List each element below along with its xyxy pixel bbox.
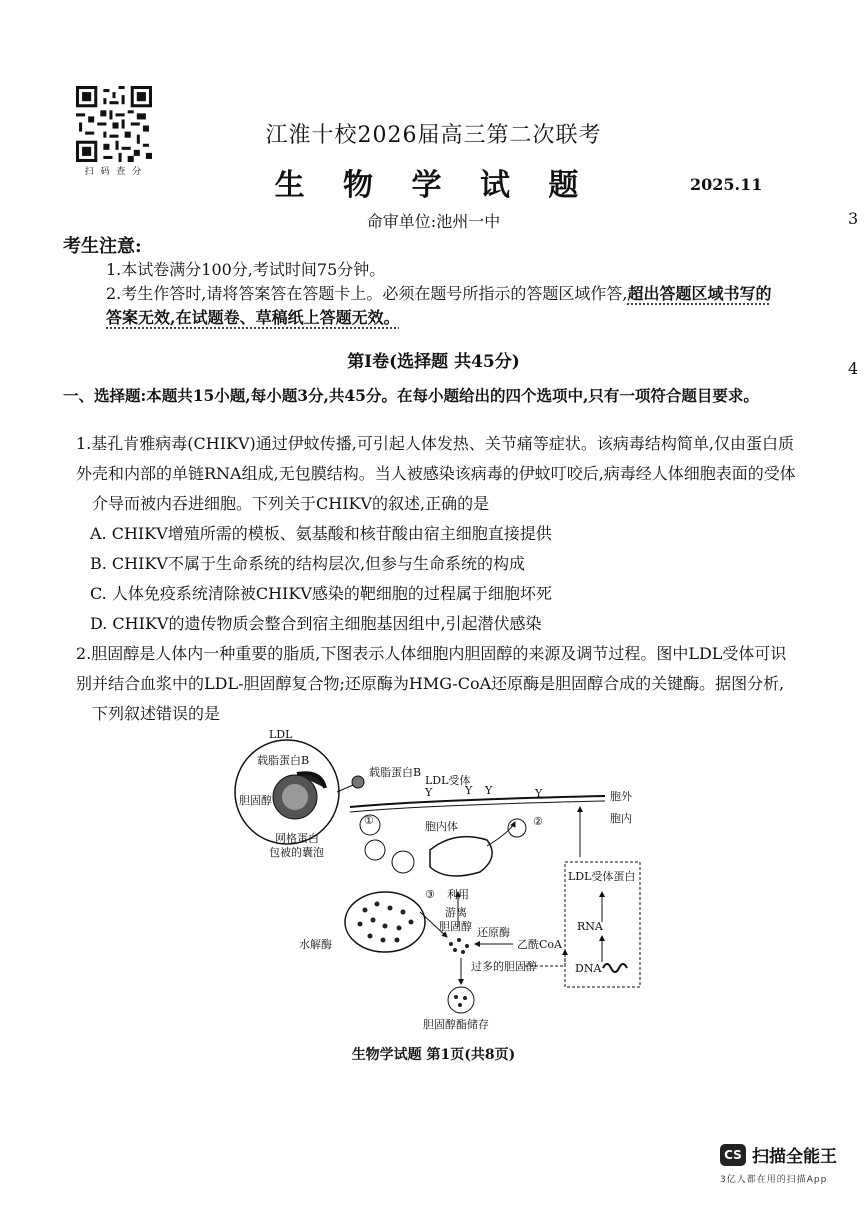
- label-apob-inner: 载脂蛋白B: [257, 754, 310, 767]
- qr-caption: 扫 码 查 分: [84, 167, 144, 177]
- svg-text:Y: Y: [465, 784, 473, 797]
- option-a: A. CHIKV增殖所需的模板、氨基酸和核苷酸由宿主细胞直接提供: [90, 524, 552, 543]
- label-acetyl-coa: 乙酰CoA: [517, 938, 562, 951]
- exam-date: 2025.11: [690, 175, 763, 194]
- label-use: 利用: [447, 888, 469, 901]
- label-clathrin-1: 网格蛋白: [275, 832, 319, 845]
- notice-item: [106, 282, 796, 330]
- step-1: ①: [364, 814, 374, 827]
- notice-item: 1.本试卷满分100分,考试时间75分钟。: [106, 260, 386, 279]
- question-text: 下列叙述错误的是: [92, 704, 221, 723]
- margin-number: 4: [848, 359, 859, 378]
- label-free-1: 游离: [445, 906, 467, 919]
- page-footer: 生物学试题 第1页(共8页): [351, 1047, 516, 1063]
- label-outside: 胞外: [610, 790, 632, 803]
- section-instructions: 一、选择题:本题共15小题,每小题3分,共45分。在每小题给出的四个选项中,只有一项符合题目要求。: [63, 386, 759, 405]
- label-inside: 胞内: [610, 812, 632, 825]
- label-hydrolase: 水解酶: [299, 938, 332, 951]
- label-reductase: 还原酶: [477, 926, 510, 939]
- question-text: 并结合血浆中的LDL-胆固醇复合物;还原酶为HMG-CoA还原酶是胆固醇合成的关键酶。据图分析,: [92, 674, 785, 693]
- label-apob-outer: 载脂蛋白B: [369, 766, 422, 779]
- label-endosome: 胞内体: [425, 820, 458, 833]
- watermark-name: 扫描全能王: [752, 1147, 837, 1167]
- label-dna: DNA: [575, 962, 602, 975]
- svg-text:Y: Y: [535, 787, 543, 800]
- step-3: ③: [425, 888, 435, 901]
- question-text: 1.基孔肯雅病毒(CHIKV)通过伊蚊传播,可引起人体发热、关节痛等症状。该病毒结构简单,仅由蛋白质外: [76, 434, 794, 483]
- label-ldl-receptor: LDL受体: [425, 774, 471, 787]
- notice-emphasis: 超出答题区域书写的: [627, 284, 772, 303]
- margin-number: 3: [848, 209, 859, 228]
- label-receptor-protein: LDL受体蛋白: [568, 870, 636, 883]
- cs-logo-icon: CS: [720, 1144, 746, 1166]
- question-text: 壳和内部的单链RNA组成,无包膜结构。当人被感染该病毒的伊蚊叮咬后,病毒经人体细胞表面的受体: [92, 464, 796, 483]
- author-unit: 命审单位:池州一中: [366, 212, 501, 231]
- watermark-subtitle: 3亿人都在用的扫描App: [720, 1175, 828, 1185]
- subject-title: 生 物 学 试 题: [274, 168, 593, 203]
- label-cholesterol-inner: 胆固醇: [239, 794, 272, 807]
- option-c: C. 人体免疫系统清除被CHIKV感染的靶细胞的过程属于细胞坏死: [90, 584, 552, 603]
- notice-emphasis: 答案无效,在试题卷、草稿纸上答题无效。: [106, 308, 400, 327]
- label-ldl: LDL: [269, 728, 293, 741]
- cholesterol-diagram: [225, 722, 645, 1037]
- exam-title: 江淮十校2026届高三第二次联考: [265, 123, 602, 148]
- question-text: 2.胆固醇是人体内一种重要的脂质,下图表示人体细胞内胆固醇的来源及调节过程。图中LDL受体可识别: [76, 644, 787, 693]
- scanner-watermark: [720, 1142, 837, 1167]
- option-b: B. CHIKV不属于生命系统的结构层次,但参与生命系统的构成: [90, 554, 526, 573]
- label-free-2: 胆固醇: [439, 920, 472, 933]
- label-clathrin-2: 包被的囊泡: [269, 846, 324, 859]
- svg-text:Y: Y: [425, 786, 433, 799]
- step-2: ②: [533, 815, 543, 828]
- question-text: 介导而被内吞进细胞。下列关于CHIKV的叙述,正确的是: [92, 494, 490, 513]
- section-title: 第Ⅰ卷(选择题 共45分): [347, 352, 520, 372]
- option-d: D. CHIKV的遗传物质会整合到宿主细胞基因组中,引起潜伏感染: [90, 614, 542, 633]
- notice-text: 2.考生作答时,请将答案答在答题卡上。必须在题号所指示的答题区域作答,: [106, 284, 628, 303]
- label-excess: 过多的胆固醇: [471, 960, 537, 973]
- svg-text:Y: Y: [485, 784, 493, 797]
- notice-heading: 考生注意:: [63, 236, 142, 257]
- label-storage: 胆固醇酯储存: [423, 1018, 489, 1031]
- label-rna: RNA: [577, 920, 603, 933]
